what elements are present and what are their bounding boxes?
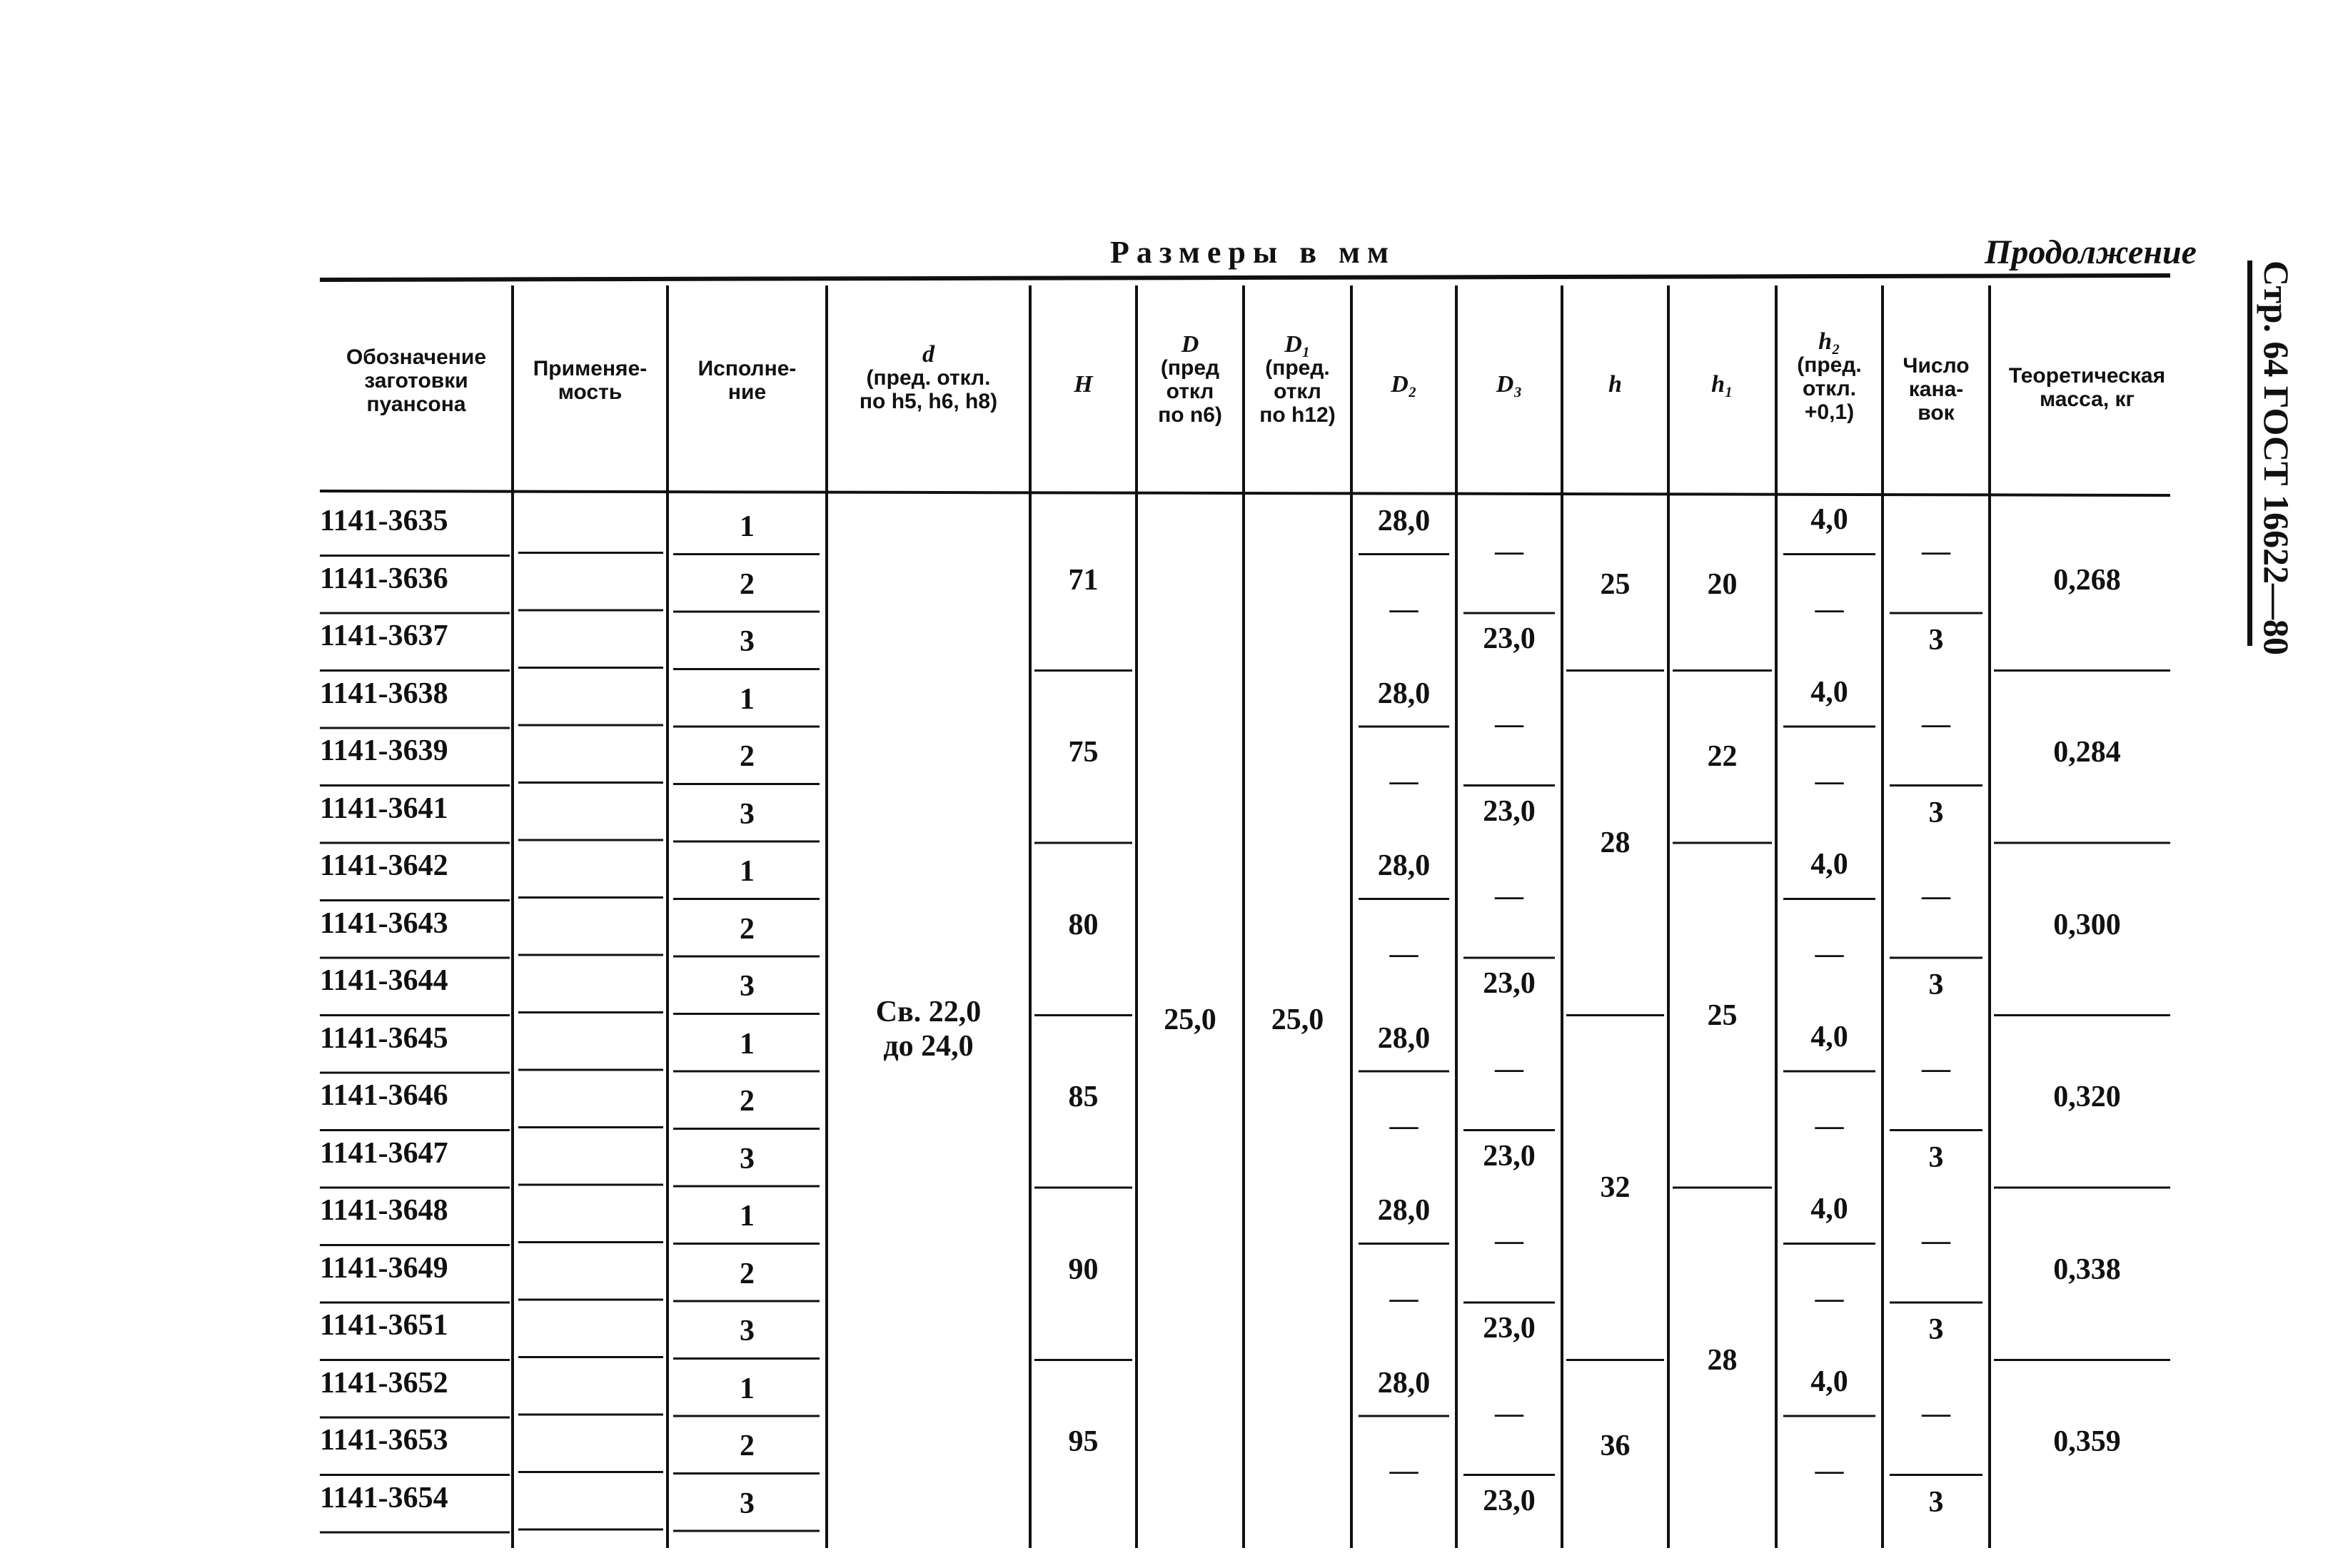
header-D — [1139, 333, 1241, 427]
row-code: 1141-3645 — [320, 1021, 448, 1055]
header-applicability-note: Применяе- мость — [533, 357, 647, 404]
group-D3: 23,0 — [1483, 967, 1536, 1000]
group-grooves: 3 — [1928, 1485, 1944, 1519]
row-variant: 3 — [740, 1487, 755, 1520]
row-variant: 2 — [740, 1257, 755, 1290]
group-grooves-dash: — — [1922, 1051, 1950, 1084]
group-H: 95 — [1068, 1425, 1099, 1459]
header-code-note: Обозначение заготовки пуансона — [346, 345, 487, 416]
group-grooves-dash: — — [1922, 707, 1950, 739]
group-D3: 23,0 — [1483, 1312, 1536, 1345]
h-value: 25 — [1600, 567, 1631, 601]
h1-value: 20 — [1707, 567, 1738, 601]
row-variant: 2 — [740, 1085, 755, 1118]
row-variant: 2 — [740, 912, 755, 946]
group-D3-dash: — — [1495, 1051, 1523, 1084]
page-reference-text: Стр. 64 ГОСТ 16622—80 — [2257, 261, 2297, 655]
row-code: 1141-3654 — [320, 1481, 448, 1514]
d-value: Св. 22,0 до 24,0 — [875, 996, 982, 1063]
header-D1-note: (пред. откл по h12) — [1259, 356, 1336, 427]
row-variant: 3 — [740, 1142, 755, 1175]
row-code: 1141-3642 — [320, 849, 448, 882]
h-value: 36 — [1600, 1430, 1631, 1463]
row-code: 1141-3644 — [320, 964, 448, 997]
header-mass-note: Теоретическая масса, кг — [2008, 364, 2166, 411]
header-h1-symbol: h₁ — [1711, 371, 1733, 398]
group-h2-dash: — — [1815, 764, 1844, 797]
group-D3-dash: — — [1495, 1396, 1523, 1429]
row-variant: 3 — [740, 797, 755, 831]
header-h2-note: (пред. откл. +0,1) — [1797, 353, 1862, 424]
group-grooves: 3 — [1928, 1313, 1944, 1346]
row-code: 1141-3635 — [320, 505, 448, 537]
group-H: 90 — [1068, 1253, 1099, 1286]
row-variant: 2 — [740, 567, 755, 601]
header-D-symbol: D — [1181, 331, 1199, 358]
header-h2 — [1779, 330, 1880, 424]
header-D-note: (пред откл по n6) — [1158, 356, 1222, 427]
row-code: 1141-3636 — [320, 562, 448, 595]
group-mass: 0,284 — [2053, 736, 2121, 769]
header-d-note: (пред. откл. по h5, h6, h8) — [859, 366, 998, 413]
group-D2: 28,0 — [1377, 1021, 1431, 1055]
group-h2-dash: — — [1815, 1454, 1844, 1487]
header-D3-symbol: D₃ — [1496, 371, 1523, 398]
group-D3: 23,0 — [1483, 622, 1536, 655]
group-mass: 0,359 — [2053, 1425, 2121, 1459]
group-D2-dash: — — [1389, 936, 1419, 969]
group-mass: 0,268 — [2053, 563, 2121, 597]
row-code: 1141-3648 — [320, 1194, 448, 1227]
header-h2-symbol: h₂ — [1818, 328, 1840, 355]
group-D2-dash: — — [1389, 764, 1419, 797]
group-h2-dash: — — [1815, 936, 1844, 969]
group-D2-dash: — — [1389, 1281, 1419, 1314]
header-mass — [1992, 364, 2182, 411]
h1-value: 22 — [1707, 740, 1738, 774]
group-mass: 0,320 — [2053, 1081, 2121, 1114]
group-D2: 28,0 — [1377, 1366, 1431, 1400]
row-code: 1141-3652 — [320, 1366, 448, 1400]
group-grooves: 3 — [1928, 1140, 1944, 1174]
header-applicability — [515, 357, 665, 404]
group-h2-dash: — — [1815, 1109, 1844, 1142]
group-H: 71 — [1068, 563, 1099, 597]
header-D2 — [1354, 373, 1453, 396]
header-grooves-note: Число кана- вок — [1903, 354, 1970, 425]
group-D3-dash: — — [1495, 535, 1523, 567]
group-D2: 28,0 — [1377, 677, 1431, 710]
row-variant: 2 — [740, 1430, 755, 1462]
group-D3-dash: — — [1495, 879, 1523, 912]
continuation-label: Продолжение — [1985, 233, 2197, 271]
group-grooves-dash: — — [1922, 535, 1950, 567]
row-code: 1141-3639 — [320, 734, 448, 767]
group-H: 85 — [1068, 1081, 1099, 1114]
group-H: 80 — [1068, 908, 1099, 941]
row-code: 1141-3646 — [320, 1079, 448, 1112]
group-h2: 4,0 — [1810, 675, 1848, 709]
group-D3: 23,0 — [1483, 794, 1536, 828]
row-variant: 1 — [740, 855, 755, 888]
group-h2: 4,0 — [1810, 1020, 1848, 1053]
row-variant: 1 — [740, 682, 755, 716]
header-variant — [670, 357, 824, 404]
row-code: 1141-3653 — [320, 1424, 448, 1457]
group-D2: 28,0 — [1377, 849, 1431, 882]
header-variant-note: Исполне- ние — [697, 357, 797, 404]
row-code: 1141-3651 — [320, 1309, 448, 1342]
header-code — [323, 345, 510, 416]
group-D2-dash: — — [1389, 592, 1419, 624]
units-caption: Размеры в мм — [1110, 235, 1396, 270]
group-grooves-dash: — — [1922, 879, 1950, 912]
row-code: 1141-3637 — [320, 619, 448, 652]
row-variant: 1 — [740, 1200, 755, 1233]
header-D1 — [1246, 333, 1349, 427]
row-code: 1141-3649 — [320, 1251, 448, 1285]
group-D3-dash: — — [1495, 707, 1523, 739]
group-h2: 4,0 — [1810, 1365, 1848, 1398]
group-h2: 4,0 — [1810, 848, 1848, 881]
group-h2-dash: — — [1815, 1281, 1844, 1314]
group-grooves-dash: — — [1922, 1224, 1950, 1257]
group-grooves: 3 — [1928, 624, 1944, 657]
header-h1 — [1671, 373, 1773, 396]
header-d-symbol: d — [922, 341, 934, 368]
group-h2: 4,0 — [1810, 503, 1848, 536]
group-mass: 0,338 — [2053, 1253, 2121, 1286]
row-variant: 3 — [740, 625, 755, 658]
header-H — [1033, 373, 1134, 396]
row-code: 1141-3647 — [320, 1136, 448, 1170]
row-code: 1141-3643 — [320, 906, 448, 940]
h1-value: 25 — [1707, 998, 1738, 1032]
header-grooves — [1885, 354, 1987, 425]
group-D3: 23,0 — [1483, 1139, 1536, 1173]
header-d — [830, 343, 1027, 413]
group-h2-dash: — — [1815, 592, 1844, 624]
group-grooves: 3 — [1928, 796, 1944, 829]
h-value: 28 — [1600, 826, 1631, 859]
header-D2-symbol: D₂ — [1391, 371, 1417, 398]
header-h-symbol: h — [1608, 371, 1622, 398]
row-variant: 3 — [740, 1315, 755, 1347]
row-variant: 1 — [740, 1027, 755, 1061]
row-variant: 2 — [740, 740, 755, 773]
row-variant: 1 — [740, 510, 755, 543]
header-h — [1565, 373, 1666, 396]
row-code: 1141-3641 — [320, 791, 448, 825]
group-mass: 0,300 — [2053, 908, 2121, 941]
group-D3: 23,0 — [1483, 1484, 1536, 1517]
group-grooves: 3 — [1928, 968, 1944, 1001]
group-D3-dash: — — [1495, 1224, 1523, 1257]
group-D2: 28,0 — [1377, 1194, 1431, 1227]
group-D2: 28,0 — [1377, 505, 1431, 537]
row-variant: 1 — [740, 1372, 755, 1405]
group-D2-dash: — — [1389, 1454, 1419, 1487]
header-D3 — [1459, 373, 1559, 396]
group-D2-dash: — — [1389, 1109, 1419, 1142]
row-variant: 3 — [740, 970, 755, 1003]
h1-value: 28 — [1707, 1343, 1738, 1377]
header-H-symbol: H — [1074, 371, 1093, 398]
group-h2: 4,0 — [1810, 1193, 1848, 1225]
group-H: 75 — [1068, 736, 1099, 769]
table-top-rule — [320, 275, 2170, 280]
D-value: 25,0 — [1164, 1003, 1216, 1036]
h-value: 32 — [1600, 1171, 1631, 1204]
D1-value: 25,0 — [1271, 1003, 1324, 1036]
row-code: 1141-3638 — [320, 677, 448, 710]
group-grooves-dash: — — [1922, 1396, 1950, 1429]
header-D1-symbol: D₁ — [1284, 331, 1311, 358]
